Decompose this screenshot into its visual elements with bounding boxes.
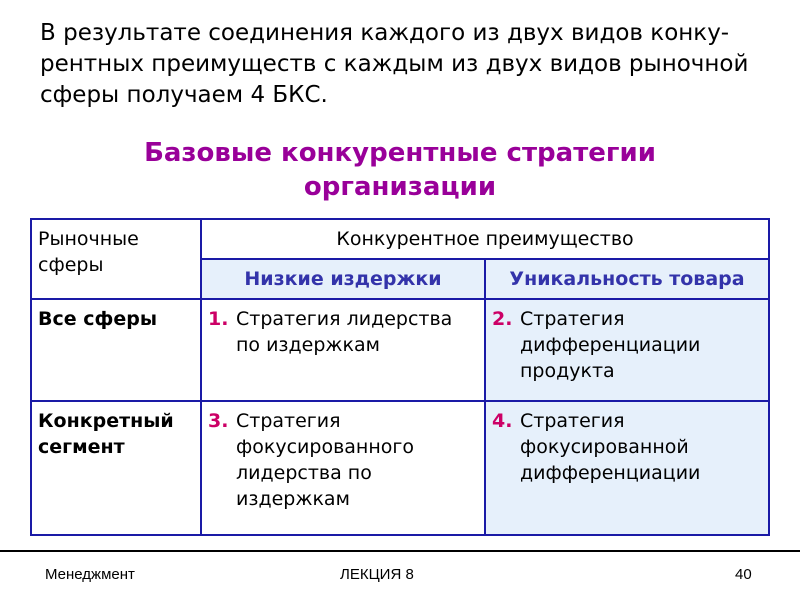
strategy-number: 1. xyxy=(208,308,229,330)
row-label-specific-segment: Конкретный сегмент xyxy=(31,401,201,535)
corner-label-cell: Рыночные сферы xyxy=(31,219,201,299)
strategy-number: 4. xyxy=(492,410,513,432)
advantage-header: Конкурентное преимущество xyxy=(201,219,769,259)
strategy-number: 2. xyxy=(492,308,513,330)
col-header-uniqueness: Уникальность товара xyxy=(485,259,769,299)
footer-lecture: ЛЕКЦИЯ 8 xyxy=(340,566,414,583)
page-number: 40 xyxy=(735,566,752,583)
intro-line-1: В результате соединения каждого из двух видов конку- xyxy=(40,20,730,46)
table-row xyxy=(31,401,769,535)
intro-line-2: рентных преимуществ с каждым из двух видов рыночной xyxy=(40,51,749,77)
col-header-low-cost: Низкие издержки xyxy=(201,259,485,299)
strategy-text: Стратегия фокусированного лидерства по издержкам xyxy=(236,410,414,510)
strategy-cell-4 xyxy=(485,401,769,535)
intro-line-3: сферы получаем 4 БКС. xyxy=(40,82,328,108)
strategy-cell-3 xyxy=(201,401,485,535)
strategy-text: Стратегия лидерства по издержкам xyxy=(236,308,453,356)
strategy-cell-2 xyxy=(485,299,769,401)
strategy-cell-1 xyxy=(201,299,485,401)
slide-title xyxy=(0,136,800,204)
strategy-text: Стратегия фокусированной дифференциации xyxy=(520,410,701,484)
strategy-table xyxy=(30,218,770,536)
footer-course: Менеджмент xyxy=(45,566,135,583)
intro-paragraph xyxy=(40,18,780,111)
strategy-text: Стратегия дифференциации продукта xyxy=(520,308,701,382)
row-label-all-spheres: Все сферы xyxy=(31,299,201,401)
slide-title-line-1: Базовые конкурентные стратегии xyxy=(144,138,656,168)
footer-divider xyxy=(0,550,800,552)
strategy-number: 3. xyxy=(208,410,229,432)
table-row xyxy=(31,299,769,401)
slide-title-line-2: организации xyxy=(303,172,497,202)
